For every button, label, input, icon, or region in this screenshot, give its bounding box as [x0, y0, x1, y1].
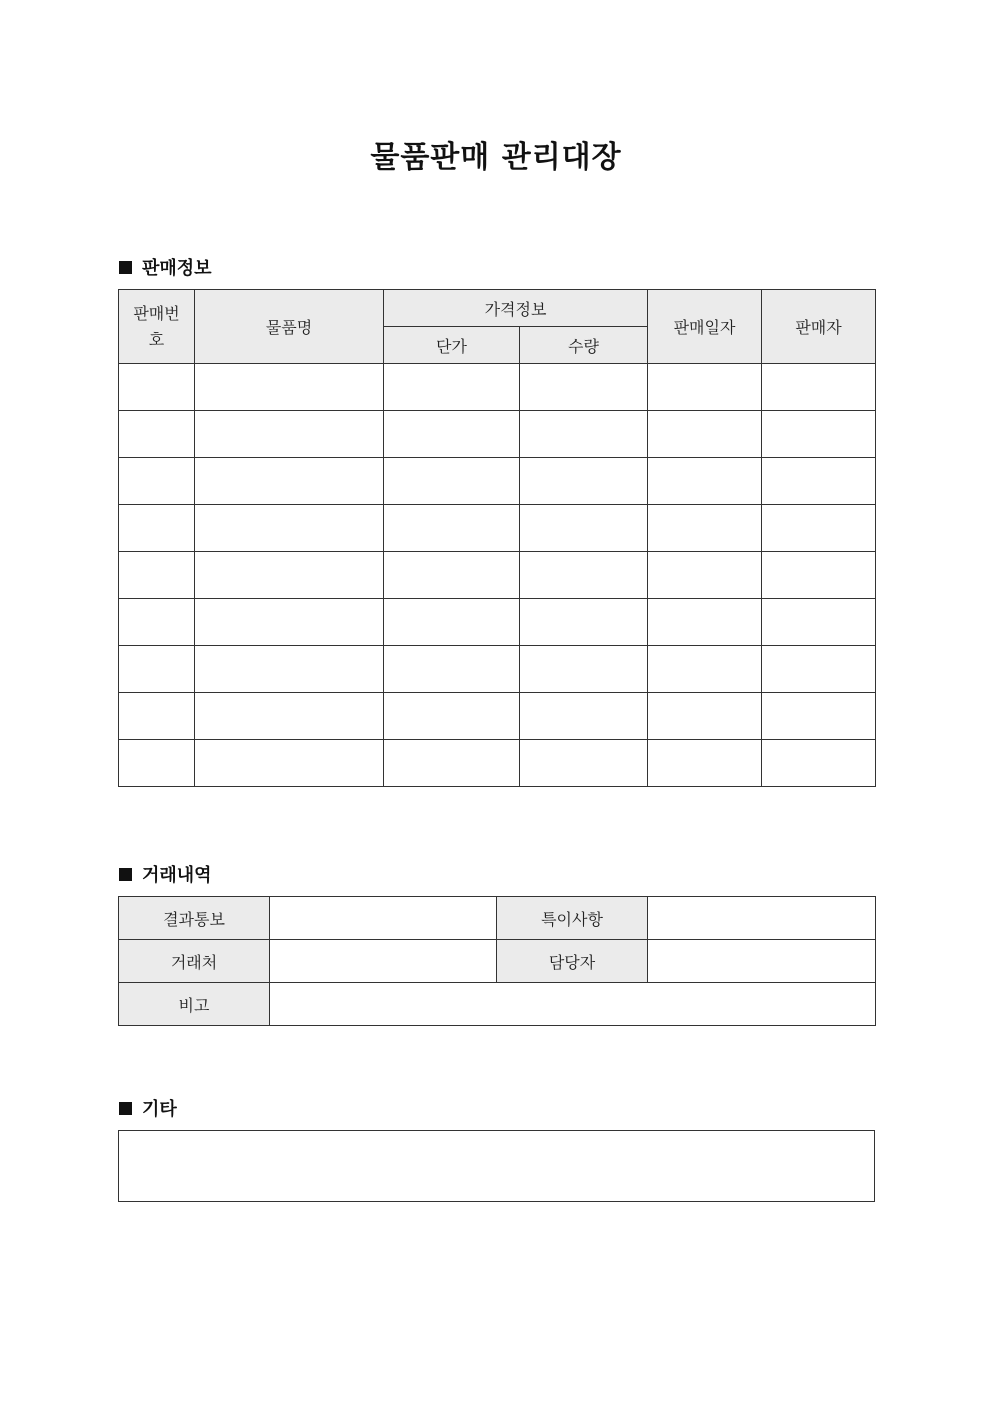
cell-unit-price[interactable]	[384, 364, 520, 411]
sales-section-heading	[119, 254, 212, 280]
cell-item-name[interactable]	[195, 740, 384, 787]
header-seller: 판매자	[762, 290, 876, 364]
cell-sale-no[interactable]	[119, 458, 195, 505]
cell-sale-date[interactable]	[648, 364, 762, 411]
value-remarks[interactable]	[270, 983, 876, 1026]
label-special-notes: 특이사항	[497, 897, 648, 940]
table-row	[119, 693, 876, 740]
cell-sale-no[interactable]	[119, 411, 195, 458]
cell-seller[interactable]	[762, 458, 876, 505]
cell-sale-no[interactable]	[119, 505, 195, 552]
cell-item-name[interactable]	[195, 599, 384, 646]
cell-sale-date[interactable]	[648, 740, 762, 787]
cell-quantity[interactable]	[520, 693, 648, 740]
cell-quantity[interactable]	[520, 646, 648, 693]
cell-sale-no[interactable]	[119, 740, 195, 787]
square-bullet-icon	[119, 868, 132, 881]
header-sale-date: 판매일자	[648, 290, 762, 364]
cell-quantity[interactable]	[520, 364, 648, 411]
header-item-name: 물품명	[195, 290, 384, 364]
cell-unit-price[interactable]	[384, 599, 520, 646]
cell-seller[interactable]	[762, 693, 876, 740]
misc-section-title: 기타	[142, 1099, 177, 1120]
cell-sale-no[interactable]	[119, 646, 195, 693]
cell-unit-price[interactable]	[384, 740, 520, 787]
value-special-notes[interactable]	[648, 897, 876, 940]
header-quantity: 수량	[520, 327, 648, 364]
cell-item-name[interactable]	[195, 411, 384, 458]
table-row	[119, 897, 876, 940]
cell-sale-date[interactable]	[648, 411, 762, 458]
misc-content-box[interactable]	[118, 1130, 875, 1202]
square-bullet-icon	[119, 261, 132, 274]
deal-table	[118, 896, 876, 1026]
cell-item-name[interactable]	[195, 693, 384, 740]
cell-seller[interactable]	[762, 646, 876, 693]
header-unit-price: 단가	[384, 327, 520, 364]
cell-seller[interactable]	[762, 364, 876, 411]
cell-seller[interactable]	[762, 552, 876, 599]
sales-section-title: 판매정보	[142, 258, 212, 279]
table-row	[119, 646, 876, 693]
table-row	[119, 364, 876, 411]
cell-sale-no[interactable]	[119, 552, 195, 599]
cell-item-name[interactable]	[195, 505, 384, 552]
cell-item-name[interactable]	[195, 364, 384, 411]
page-title: 물품판매 관리대장	[370, 140, 622, 175]
cell-sale-date[interactable]	[648, 693, 762, 740]
table-row	[119, 411, 876, 458]
label-manager: 담당자	[497, 940, 648, 983]
value-client[interactable]	[270, 940, 497, 983]
label-result-notice: 결과통보	[119, 897, 270, 940]
cell-quantity[interactable]	[520, 458, 648, 505]
header-price-info: 가격정보	[384, 290, 648, 327]
cell-quantity[interactable]	[520, 552, 648, 599]
misc-section-heading	[119, 1095, 177, 1121]
cell-seller[interactable]	[762, 505, 876, 552]
cell-unit-price[interactable]	[384, 693, 520, 740]
cell-sale-no[interactable]	[119, 693, 195, 740]
cell-sale-no[interactable]	[119, 599, 195, 646]
table-row	[119, 599, 876, 646]
cell-unit-price[interactable]	[384, 411, 520, 458]
cell-unit-price[interactable]	[384, 458, 520, 505]
cell-quantity[interactable]	[520, 599, 648, 646]
table-row	[119, 983, 876, 1026]
cell-unit-price[interactable]	[384, 505, 520, 552]
header-sale-no: 판매번호	[119, 290, 195, 364]
cell-seller[interactable]	[762, 599, 876, 646]
value-manager[interactable]	[648, 940, 876, 983]
cell-sale-date[interactable]	[648, 646, 762, 693]
deals-section-heading	[119, 861, 212, 887]
cell-sale-date[interactable]	[648, 505, 762, 552]
table-row	[119, 940, 876, 983]
cell-quantity[interactable]	[520, 411, 648, 458]
sales-table-body	[119, 364, 876, 787]
label-client: 거래처	[119, 940, 270, 983]
cell-sale-date[interactable]	[648, 552, 762, 599]
square-bullet-icon	[119, 1102, 132, 1115]
deals-section-title: 거래내역	[142, 865, 212, 886]
table-row	[119, 458, 876, 505]
cell-sale-no[interactable]	[119, 364, 195, 411]
cell-seller[interactable]	[762, 740, 876, 787]
cell-sale-date[interactable]	[648, 599, 762, 646]
cell-quantity[interactable]	[520, 740, 648, 787]
label-remarks: 비고	[119, 983, 270, 1026]
cell-item-name[interactable]	[195, 458, 384, 505]
cell-sale-date[interactable]	[648, 458, 762, 505]
sales-table	[118, 289, 876, 787]
table-row	[119, 552, 876, 599]
cell-quantity[interactable]	[520, 505, 648, 552]
cell-unit-price[interactable]	[384, 646, 520, 693]
cell-item-name[interactable]	[195, 552, 384, 599]
cell-unit-price[interactable]	[384, 552, 520, 599]
table-row	[119, 740, 876, 787]
cell-seller[interactable]	[762, 411, 876, 458]
value-result-notice[interactable]	[270, 897, 497, 940]
table-row	[119, 505, 876, 552]
cell-item-name[interactable]	[195, 646, 384, 693]
